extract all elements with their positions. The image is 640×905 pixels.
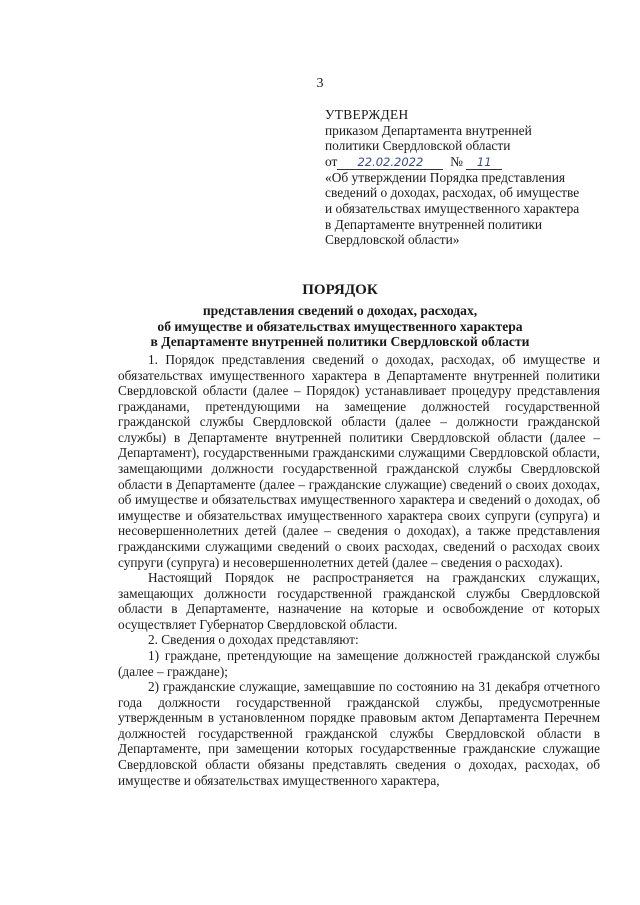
- document-subtitle-line: об имуществе и обязательствах имущественного характера: [157, 318, 523, 334]
- approval-title: УТВЕРЖДЕН: [325, 107, 409, 122]
- approval-stamp-block: [325, 107, 605, 248]
- handwritten-number: 11: [466, 155, 502, 170]
- approval-subject-line: и обязательствах имущественного характера: [325, 200, 580, 216]
- number-sign: №: [450, 153, 463, 169]
- document-heading: [60, 282, 620, 350]
- document-subtitle-line: представления сведений о доходах, расходах,: [202, 303, 478, 318]
- approval-subject-line: «Об утверждении Порядка представления: [325, 169, 566, 185]
- approval-subject-line: в Департаменте внутренней политики: [325, 216, 543, 232]
- document-body: [118, 352, 600, 788]
- paragraph-2: 2. Сведения о доходах представляют:: [148, 632, 359, 648]
- paragraph-2-item-1: 1) граждане, претендующие на замещение должностей гражданской службы (далее – граждане);: [118, 647, 600, 679]
- approval-date-number-line: [325, 154, 605, 170]
- document-title: ПОРЯДОК: [302, 282, 378, 298]
- date-prefix: от: [325, 153, 338, 169]
- paragraph-scope: Настоящий Порядок не распространяется на гражданских служащих, замещающих должности государственной гражданской службы Свердловской области в Департаменте, назначение на которые и освобождение от которых осуществляет Губернатор Свердловской области.: [118, 570, 600, 632]
- document-subtitle-line: в Департаменте внутренней политики Свердловской области: [150, 334, 530, 350]
- approval-subject-line: сведений о доходах, расходах, об имуществе: [325, 185, 580, 201]
- approval-department-line: политики Свердловской области: [325, 138, 511, 154]
- paragraph-2-item-2: 2) гражданские служащие, замещавшие по состоянию на 31 декабря отчетного года должности государственной гражданской службы, предусмотренные утвержденным в установленном порядке правовым актом Департамента Перечнем должностей государственной гражданской службы Свердловской области в Департаменте, при замещении которых государственные гражданские служащие Свердловской области обязаны представлять сведения о доходах, расходах, об имуществе и обязательствах имущественного характера,: [118, 679, 600, 788]
- approval-subject-line: Свердловской области»: [325, 232, 460, 248]
- approval-order-line: приказом Департамента внутренней: [325, 122, 532, 138]
- handwritten-date: 22.02.2022: [337, 155, 443, 170]
- page-number: 3: [316, 76, 324, 91]
- paragraph-1: 1. Порядок представления сведений о доходах, расходах, об имуществе и обязательствах имущественного характера в Департаменте внутренней политики Свердловской области (далее – Порядок) устанавливает процедуру представления гражданами, претендующими на замещение должностей государственной гражданской службы Свердловской области (далее – должности гражданской службы) в Департаменте внутренней политики Свердловской области (далее – Департамент), государственными гражданскими служащими Свердловской области, замещающими должности государственной гражданской службы Свердловской области в Департаменте (далее – гражданские служащие) сведений о своих доходах, об имуществе и обязательствах имущественного характера и сведений о доходах, об имуществе и обязательствах имущественного характера своих супруги (супруга) и несовершеннолетних детей (далее – сведения о доходах), а также представления гражданскими служащими сведений о своих расходах, сведений о расходах своих супруги (супруга) и несовершеннолетних детей (далее – сведения о расходах).: [118, 352, 600, 570]
